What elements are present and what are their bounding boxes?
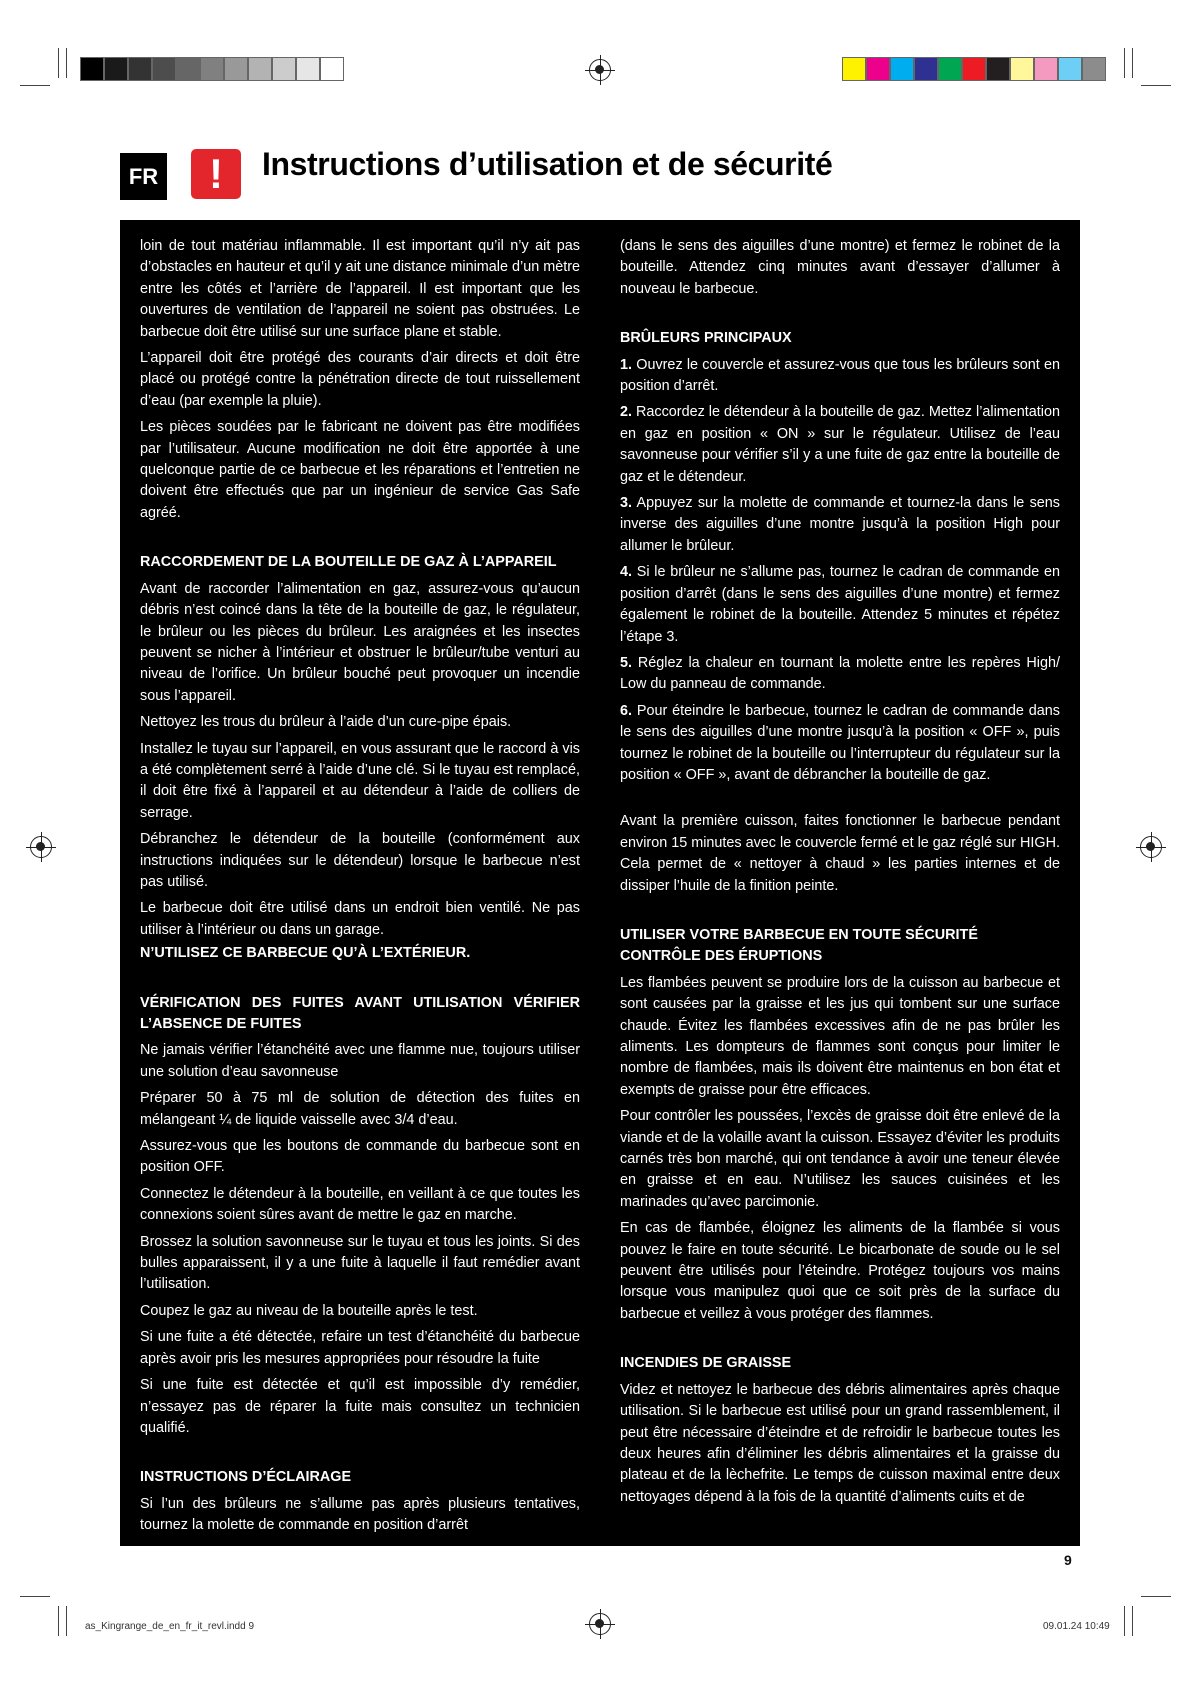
section-heading: INSTRUCTIONS D’ÉCLAIRAGE	[140, 1469, 352, 1486]
step-number: 4.	[620, 564, 633, 581]
color-swatch	[320, 57, 344, 81]
color-swatch	[1034, 57, 1058, 81]
crop-mark	[66, 1606, 67, 1636]
paragraph: Les flambées peuvent se produire lors de la cuisson au barbecue et sont causées par la graisse et les jus qui tombent sur une surface chaude. Évitez les flambées excessives afin de ne pas brûler les aliments. Les dompteurs de flammes sont conçus pour limiter le nombre de flambées, mais ils doivent être maintenus en bon état et exempts de graisse pour être efficaces.	[620, 974, 1060, 1098]
step-text: Raccordez le détendeur à la bouteille de gaz. Mettez l’alimentation en gaz en position « ON » sur le régulateur. Utilisez de l’eau savonneuse pour vérifier s’il y a une fuite de gaz entre la bouteille de gaz et le détendeur.	[620, 404, 1060, 485]
footer-filename: as_Kingrange_de_en_fr_it_revl.indd 9	[85, 1621, 255, 1632]
registration-mark-icon	[589, 1613, 611, 1635]
paragraph: Les pièces soudées par le fabricant ne doivent pas être modifiées par l’utilisateur. Aucune modification ne doit être apportée à une quelconque partie de ce barbecue et les réparations et l’entretien ne doivent être effectués que par un ingénieur de service Gas Safe agréé.	[140, 419, 580, 521]
color-swatch	[890, 57, 914, 81]
crop-mark	[1124, 48, 1125, 78]
crop-mark	[1132, 1606, 1133, 1636]
color-swatch	[248, 57, 272, 81]
step-item	[620, 701, 1060, 787]
paragraph: Débranchez le détendeur de la bouteille (conformément aux instructions indiquées sur le détendeur) lorsque le barbecue n’est pas utilisé.	[140, 831, 580, 890]
paragraph: Si une fuite est détectée et qu’il est impossible d’y remédier, n’essayez pas de réparer la fuite mais consultez un technicien qualifié.	[140, 1377, 580, 1436]
content-panel	[120, 220, 1080, 1546]
step-text: Pour éteindre le barbecue, tournez le cadran de commande dans le sens des aiguilles d’une montre jusqu’à la position « OFF », puis tournez le robinet de la bouteille ou l’interrupteur du régulateur sur la position « OFF », avant de débrancher la bouteille de gaz.	[620, 702, 1061, 783]
paragraph: Nettoyez les trous du brûleur à l’aide d’un cure-pipe épais.	[140, 714, 512, 731]
paragraph: Si une fuite a été détectée, refaire un test d’étanchéité du barbecue après avoir pris les mesures appropriées pour résoudre la fuite	[140, 1329, 580, 1367]
color-swatch	[224, 57, 248, 81]
paragraph: Avant la première cuisson, faites fonctionner le barbecue pendant environ 15 minutes avec le couvercle fermé et le gaz réglé sur HIGH. Cela permet de « nettoyer à chaud » les parties internes et de dissiper l’huile de la finition peinte.	[620, 813, 1060, 894]
color-swatch	[866, 57, 890, 81]
color-swatch	[938, 57, 962, 81]
step-text: Si le brûleur ne s’allume pas, tournez le cadran de commande en position d’arrêt (dans le sens des aiguilles d’une montre) et fermez également le robinet de la bouteille. Attendez 5 minutes et répétez l’étape 3.	[620, 564, 1060, 645]
paragraph: loin de tout matériau inflammable. Il est important qu’il n’y ait pas d’obstacles en hauteur et qu’il y ait une distance minimale d’un mètre entre les côtés et l’arrière de l’appareil. Il est important que les ouvertures de ventilation de l’appareil ne soient pas obstruées. Le barbecue doit être utilisé sur une surface plane et stable.	[140, 238, 580, 340]
paragraph: L’appareil doit être protégé des courants d’air directs et doit être placé ou protégé contre la pénétration directe de tout ruissellement d’eau (par exemple la pluie).	[140, 350, 580, 409]
color-swatch	[128, 57, 152, 81]
outdoor-warning: N’UTILISEZ CE BARBECUE QU’À L’EXTÉRIEUR.	[140, 945, 471, 962]
process-color-bar	[842, 57, 1106, 81]
paragraph: Brossez la solution savonneuse sur le tuyau et tous les joints. Si des bulles apparaissent, il y a une fuite à laquelle il faut remédier avant l’utilisation.	[140, 1233, 580, 1293]
step-item	[620, 562, 1060, 648]
color-swatch	[272, 57, 296, 81]
paragraph: Préparer 50 à 75 ml de solution de détection des fuites en mélangeant ¼ de liquide vaisselle avec 3/4 d’eau.	[140, 1090, 580, 1128]
step-text: Réglez la chaleur en tournant la molette entre les repères High/ Low du panneau de commande.	[620, 654, 1061, 693]
crop-mark	[66, 48, 67, 78]
color-swatch	[152, 57, 176, 81]
step-text: Appuyez sur la molette de commande et tournez-la dans le sens inverse des aiguilles d’une montre jusqu’à la position High pour allumer le brûleur.	[620, 495, 1060, 554]
color-swatch	[986, 57, 1010, 81]
step-item	[620, 493, 1060, 557]
color-swatch	[914, 57, 938, 81]
color-swatch	[1058, 57, 1082, 81]
crop-mark	[1124, 1606, 1125, 1636]
step-number: 1.	[620, 356, 633, 373]
paragraph: En cas de flambée, éloignez les aliments de la flambée si vous pouvez le faire en toute sécurité. Le bicarbonate de soude ou le sel peuvent être utilisés pour l’éteindre. Protégez toujours vos mains lorsque vous manipulez quoi que ce soit près de la surface du barbecue et veillez à vous protéger des flammes.	[620, 1220, 1060, 1322]
color-swatch	[104, 57, 128, 81]
left-column	[140, 236, 580, 1542]
footer-timestamp: 09.01.24 10:49	[1043, 1621, 1110, 1632]
color-swatch	[842, 57, 866, 81]
paragraph: Pour contrôler les poussées, l’excès de graisse doit être enlevé de la viande et de la volaille avant la cuisson. Essayez d’éviter les produits carnés très bon marché, qui ont tendance à avoir une teneur élevée en graisse et en eau. N’utilisez les sauces cuisinées et les marinades qu’avec parcimonie.	[620, 1108, 1060, 1210]
paragraph: Coupez le gaz au niveau de la bouteille après le test.	[140, 1302, 478, 1319]
right-column	[620, 236, 1060, 1513]
crop-mark	[58, 48, 59, 78]
section-heading: UTILISER VOTRE BARBECUE EN TOUTE SÉCURITÉ CONTRÔLE DES ÉRUPTIONS	[620, 926, 978, 965]
step-number: 5.	[620, 654, 633, 671]
step-number: 3.	[620, 495, 633, 512]
color-swatch	[962, 57, 986, 81]
section-heading: RACCORDEMENT DE LA BOUTEILLE DE GAZ À L’APPAREIL	[140, 554, 557, 571]
section-heading: VÉRIFICATION DES FUITES AVANT UTILISATION VÉRIFIER L’ABSENCE DE FUITES	[140, 994, 580, 1032]
crop-mark	[20, 85, 50, 86]
step-text: Ouvrez le couvercle et assurez-vous que tous les brûleurs sont en position d’arrêt.	[620, 356, 1061, 395]
registration-mark-icon	[30, 836, 52, 858]
warning-icon: !	[191, 149, 241, 199]
color-swatch	[1010, 57, 1034, 81]
paragraph: Connectez le détendeur à la bouteille, en veillant à ce que toutes les connexions soient sûres avant de mettre le gaz en marche.	[140, 1185, 580, 1224]
page-title: Instructions d’utilisation et de sécurité	[262, 146, 833, 182]
crop-mark	[1141, 85, 1171, 86]
step-number: 2.	[620, 404, 633, 421]
step-item	[620, 355, 1060, 398]
grayscale-color-bar	[80, 57, 344, 81]
paragraph: Ne jamais vérifier l’étanchéité avec une flamme nue, toujours utiliser une solution d’eau savonneuse	[140, 1042, 580, 1080]
crop-mark	[58, 1606, 59, 1636]
paragraph: (dans le sens des aiguilles d’une montre) et fermez le robinet de la bouteille. Attendez cinq minutes avant d’essayer d’allumer à nouveau le barbecue.	[620, 238, 1060, 297]
color-swatch	[200, 57, 224, 81]
page-number: 9	[1064, 1552, 1072, 1568]
color-swatch	[1082, 57, 1106, 81]
crop-mark	[1132, 48, 1133, 78]
paragraph: Videz et nettoyez le barbecue des débris alimentaires après chaque utilisation. Si le barbecue est utilisé pour un grand rassemblement, il peut être nécessaire d’éteindre et de refroidir le barbecue toutes les deux heures afin d’éliminer les débris alimentaires et la graisse du plateau et de la lèchefrite. Le temps de cuisson maximal entre deux nettoyages dépend à la fois de la quantité d’aliments cuits et de	[620, 1381, 1060, 1505]
color-swatch	[80, 57, 104, 81]
color-swatch	[296, 57, 320, 81]
language-badge: FR	[120, 153, 167, 200]
section-heading: BRÛLEURS PRINCIPAUX	[620, 330, 792, 347]
registration-mark-icon	[1140, 836, 1162, 858]
color-swatch	[176, 57, 200, 81]
paragraph: Si l’un des brûleurs ne s’allume pas après plusieurs tentatives, tournez la molette de commande en position d’arrêt	[140, 1495, 580, 1534]
crop-mark	[20, 1596, 50, 1597]
step-item	[620, 402, 1060, 488]
spacer	[620, 791, 1060, 811]
paragraph: Assurez-vous que les boutons de commande du barbecue sont en position OFF.	[140, 1138, 580, 1176]
crop-mark	[1141, 1596, 1171, 1597]
paragraph: Installez le tuyau sur l’appareil, en vous assurant que le raccord à vis a été complètement serré à l’aide d’une clé. Si le tuyau est remplacé, il doit être fixé à l’appareil et au détendeur à l’aide de colliers de serrage.	[140, 740, 580, 821]
registration-mark-icon	[589, 59, 611, 81]
step-number: 6.	[620, 702, 633, 719]
section-heading: INCENDIES DE GRAISSE	[620, 1355, 792, 1372]
step-item	[620, 653, 1060, 696]
paragraph: Le barbecue doit être utilisé dans un endroit bien ventilé. Ne pas utiliser à l’intérieur ou dans un garage.	[140, 900, 580, 938]
paragraph: Avant de raccorder l’alimentation en gaz, assurez-vous qu’aucun débris n’est coincé dans la tête de la bouteille de gaz, le régulateur, le brûleur ou les pièces du brûleur. Les araignées et les insectes peuvent se nicher à l’intérieur et obstruer le brûleur/tube venturi au niveau de l’orifice. Un brûleur bouché peut provoquer un incendie sous l’appareil.	[140, 580, 580, 704]
